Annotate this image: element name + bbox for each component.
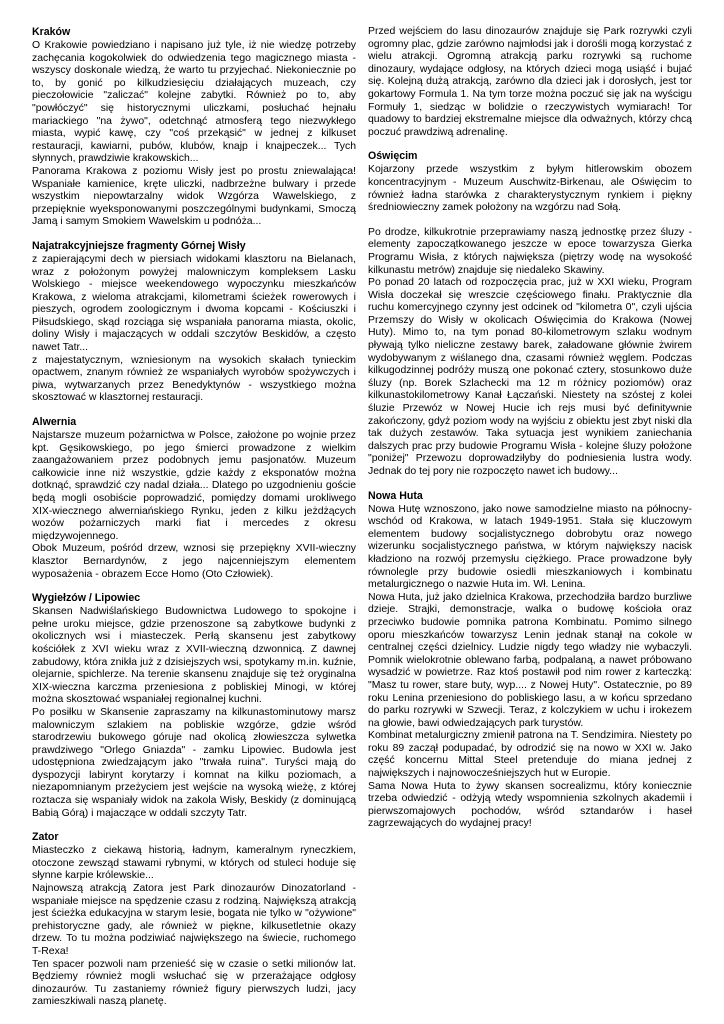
paragraph: Po ponad 20 latach od rozpoczęcia prac, już w XXI wieku, Program Wisła doczekał się wreszcie częściowego finału. Praktycznie dla ruchu komercyjnego czynny jest odcinek od "kilometra 0", czyli ujścia Przemszy do Wisły w okolicach Oświęcimia do Krakowa (Nowej Huty). Mimo to, na tym ponad 80-kilometrowym szlaku wodnym pływają tylko nieliczne zestawy barek, załadowane głównie żwirem wydobywanym z wiślanego dna, czasami również węglem. Podczas kilkugodzinnej podróży muszą one pokonać cztery, stosunkowo duże śluzy (np. Borek Szlachecki ma 12 m różnicy poziomów) oraz kilkunastokilometrowy Kanał Łączański. Niestety na szóstej z kolei śluzie Przewóz w Nowej Hucie ich rejs musi być definitywnie zakończony, gdyż poziom wody na wyjściu z obiektu jest zbyt niski dla tak dużych zestawów. Taka sytuacja jest wynikiem zaniechania dalszych prac przy budowie Programu Wisła - kolejne śluzy położone "poniżej" Przewozu doprowadziłyby do podniesienia lustra wody. Jednak do tej pory nie rozpoczęto nawet ich budowy... — [368, 277, 692, 477]
paragraph: Kojarzony przede wszystkim z byłym hitlerowskim obozem koncentracyjnym - Muzeum Auschwitz-Birkenau, ale Oświęcim to również ładna starówka z charakterystycznym rynkiem i piękny średniowieczny zamek położony na wzgórzu nad Sołą. — [368, 164, 692, 214]
paragraph: O Krakowie powiedziano i napisano już tyle, iż nie wiedzę potrzeby zachęcania kogokolwiek do odwiedzenia tego magicznego miasta - wszyscy doskonale wiedzą, że warto tu przyjechać. Niekoniecznie po to, by gonić po kilkudziesięciu działających muzeach, czy pieczołowicie "zaliczać" kolejne zabytki. Również po to, aby "powłóczyć" się historycznymi uliczkami, posłuchać hejnału mariackiego "na żywo", odetchnąć atmosferą tego niezwykłego miasta, wypić kawę, czy "coś przekąsić" w jednej z kilkuset restauracji, kawiarni, pubów, klubów, knajp i knajpeczek... Tych słynnych, prawdziwie krakowskich... — [32, 40, 356, 165]
paragraph: Sama Nowa Huta to żywy skansen socrealizmu, który koniecznie trzeba odwiedzić - odżyją wtedy wspomnienia szkolnych akademii i pierwszomajowych pochodów, wśród sztandarów i haseł zagrzewających do wydajnej pracy! — [368, 780, 692, 830]
paragraph: Po drodze, kilkukrotnie przeprawiamy naszą jednostkę przez śluzy - elementy zapoczątkowanego jeszcze w epoce towarzysza Gierka Programu Wisła, z których największa (piętrzy wodę na wysokość kilkunastu metrów) znajduje się niedaleko Skawiny. — [368, 226, 692, 276]
paragraph: Miasteczko z ciekawą historią, ładnym, kameralnym ryneczkiem, otoczone zewsząd stawami rybnymi, w których od stuleci hoduje się słynne karpie królewskie... — [32, 845, 356, 882]
paragraph: Kombinat metalurgiczny zmienił patrona na T. Sendzimira. Niestety po roku 89 zaczął podupadać, by odrodzić się na nowo w XXI w. Jako część koncernu Mittal Steel pretenduje do miana jednej z największych i najnowocześniejszych hut w Europie. — [368, 730, 692, 780]
paragraph: Najstarsze muzeum pożarnictwa w Polsce, założone po wojnie przez kpt. Gęsikowskiego, po jego śmierci prowadzone z wielkim zaangażowaniem przez podobnych jemu pasjonatów. Muzeum całkowicie inne niż wszystkie, gdzie każdy z eksponatów można dotknąć, sprawdzić czy nadal działa... Dlatego po uzgodnieniu goście będą mogli osobiście poprowadzić, pomiędzy domami urokliwego XIX-wiecznego alwerniańskiego Rynku, jeden z kilku jeżdżących wozów pożarniczych marki fiat i mercedes z okresu międzywojennego. — [32, 430, 356, 542]
section-zator — [32, 831, 356, 1009]
paragraph: z majestatycznym, wzniesionym na wysokich skałach tynieckim opactwem, znanym również ze wspaniałych wyrobów spożywczych i piwa, wytwarzanych przez Benedyktynów - wszystkiego można skosztować w klasztornej restauracji. — [32, 354, 356, 404]
section-nowa-huta — [368, 490, 692, 831]
section-zator-continued — [368, 26, 692, 139]
paragraph: Ten spacer pozwoli nam przenieść się w czasie o setki milionów lat. Będziemy również mogli wsłuchać się w przerażające odgłosy dinozaurów. Tu zastaniemy również figury pierwszych ludzi, jacy zamieszkiwali naszą planetę. — [32, 958, 356, 1008]
paragraph: Najnowszą atrakcją Zatora jest Park dinozaurów Dinozatorland - wspaniałe miejsce na spędzenie czasu z rodziną. Największą atrakcją jest ścieżka edukacyjna w starym lesie, bogata nie tylko w "ożywione" prehistoryczne gady, ale również w piękne, kilkusetletnie okazy drzew. To tu można podziwiać największego na świecie, ruchomego T-Rexa! — [32, 883, 356, 957]
section-oswiecim — [368, 150, 692, 478]
section-krakow — [32, 26, 356, 229]
document-page — [32, 26, 692, 1016]
paragraph: z zapierającymi dech w piersiach widokami klasztoru na Bielanach, wraz z położonym powyżej malowniczym kompleksem Lasku Wolskiego - miejsce weekendowego wypoczynku mieszkańców Krakowa, z wieloma atrakcjami, kilometrami ścieżek rowerowych i pieszych, ogrodem zoologicznym i dwoma kopcami - Kościuszki i Piłsudskiego, skąd rozciąga się wspaniała panorama miasta, okolic, doliny Wisły i majaczących w oddali szczytów Beskidów, a często nawet Tatr... — [32, 253, 356, 354]
section-title: Wygiełzów / Lipowiec — [32, 592, 141, 605]
paragraph: Panorama Krakowa z poziomu Wisły jest po prostu zniewalająca! Wspaniałe kamienice, kręte uliczki, nadbrzeżne bulwary i przede wszystkim niepowtarzalny widok Wzgórza Wawelskiego, z przepięknie wyeksponowanymi poszczególnymi budynkami, Smoczą Jamą i samym Smokiem Wawelskim u podnóża... — [32, 165, 356, 228]
paragraph: Nowa Hutę wznoszono, jako nowe samodzielne miasto na północny-wschód od Krakowa, w latach 1949-1951. Stała się kluczowym elementem budowy socjalistycznego dobrobytu oraz nowego wizerunku socjalistycznego państwa, w którym największy nacisk kładziono na rozwój przemysłu ciężkiego. Prace prowadzone były równolegle przy budowie osiedli mieszkaniowych i kombinatu metalurgicznego o nazwie Huta im. Wł. Lenina. — [368, 503, 692, 591]
section-title: Alwernia — [32, 416, 77, 429]
paragraph: Przed wejściem do lasu dinozaurów znajduje się Park rozrywki czyli ogromny plac, gdzie zarówno najmłodsi jak i dorośli mogą korzystać z wielu atrakcji. Ogromną atrakcją parku rozrywki są ruchome dinozaury, wydające odgłosy, na których dzieci mogą usiąść i bujać się. Kolejną dużą atrakcją, zarówno dla dzieci jak i dorosłych, jest tor gokartowy Formula 1. Na tym torze można poczuć się jak na wyścigu Formuły 1, siedząc w bolidzie o rzeczywistych wymiarach! Tor quadowy to bardziej ekstremalne miejsce dla odważnych, którzy chcą poczuć prawdziwą adrenalinę. — [368, 26, 692, 138]
section-alwernia — [32, 416, 356, 581]
section-title: Nowa Huta — [368, 489, 423, 502]
paragraph: Po posiłku w Skansenie zapraszamy na kilkunastominutowy marsz malowniczym szlakiem na pobliskie wzgórze, gdzie wśród starodrzewiu bukowego góruje nad okolicą złowieszcza sylwetka prawdziwego "Orlego Gniazda" - zamku Lipowiec. Budowla jest udostępniona zwiedzającym jako "trwała ruina". Turyści mają do dyspozycji labirynt korytarzy i komnat na kilku poziomach, a niezapomnianym przeżyciem jest wejście na wysoką wieżę, z której roztacza się wspaniały widok na zakola Wisły, Beskidy (z dominującą Babią Górą) i majaczące w oddali szczyty Tatr. — [32, 706, 356, 819]
section-title: Oświęcim — [368, 150, 418, 163]
section-title: Zator — [32, 831, 59, 844]
paragraph: Skansen Nadwiślańskiego Budownictwa Ludowego to spokojne i pełne uroku miejsce, gdzie przenoszone są zabytkowe budynki z okolicznych wsi i miasteczek. Perłą skansenu jest zabytkowy kościółek z XVI wieku wraz z XVII-wieczną dzwonnicą. Z dawnej zabudowy, która znikła już z dzisiejszych wsi, spotykamy m.in. kuźnie, olejarnie, spichlerze. Na terenie skansenu znajduje się też oryginalna XIX-wieczna karczma przeniesiona z pobliskiej Minogi, w której można skosztować wspaniałej regionalnej kuchni. — [32, 606, 356, 706]
section-title: Kraków — [32, 26, 71, 38]
section-wygielzow-lipowiec — [32, 592, 356, 820]
section-gorna-wisla — [32, 240, 356, 405]
paragraph: Obok Muzeum, pośród drzew, wznosi się przepiękny XVII-wieczny klasztor Bernardynów, z jego najcenniejszym elementem wyposażenia - obrazem Ecce Homo (Oto Człowiek). — [32, 543, 356, 580]
right-column — [368, 26, 692, 1016]
left-column — [32, 26, 356, 1016]
paragraph: Nowa Huta, już jako dzielnica Krakowa, przechodziła bardzo burzliwe dzieje. Strajki, demonstracje, walka o budowę kościoła oraz przeciwko budowie pomnika patrona Kombinatu. Pomimo silnego oporu mieszkańców towarzysz Lenin jednak stanął na cokole w centralnej części dzielnicy. Ludzie nigdy tego władzy nie wybaczyli. Pomnik wielokrotnie oblewano farbą, podpalaną, a nawet próbowano wysadzić w powietrze. Raz ktoś postawił pod nim rower z karteczką: "Masz tu rower, stare buty, wyp.... z Nowej Huty". Ostatecznie, po 89 roku Lenina przeniesiono do pobliskiego lasu, a w końcu sprzedano do parku rozrywki w Szwecji. Teraz, z kolczykiem w uchu i irokezem na głowie, bawi odwiedzających park turystów. — [368, 591, 692, 729]
section-title: Najatrakcyjniejsze fragmenty Górnej Wisły — [32, 239, 246, 252]
